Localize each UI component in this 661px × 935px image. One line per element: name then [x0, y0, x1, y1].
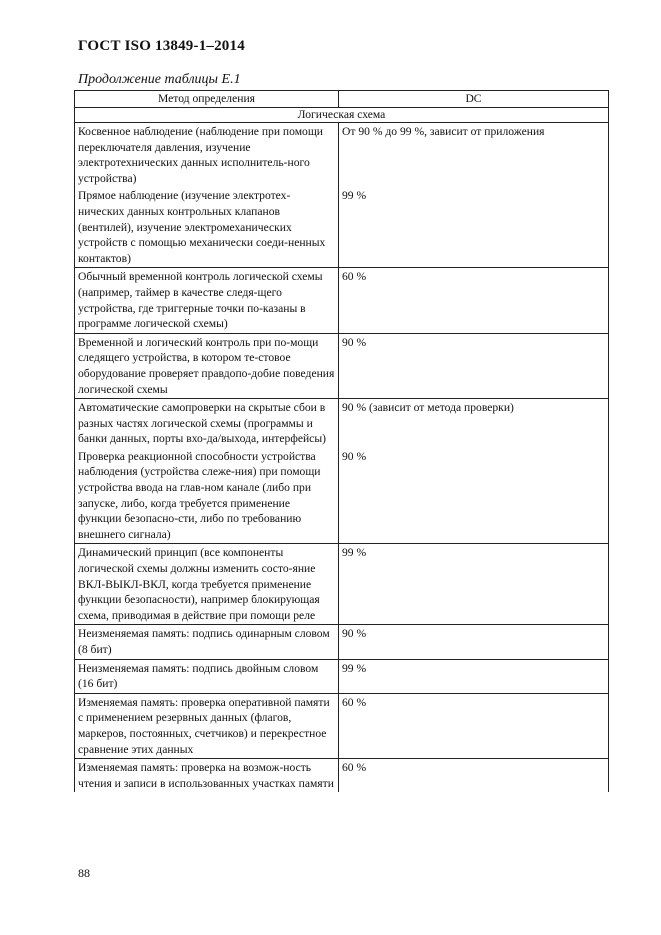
table-caption: Продолжение таблицы Е.1	[78, 72, 241, 87]
method-cell: Автоматические самопроверки на скрытые сбои в разных частях логической схемы (программы и банки данных, порты вхо-да/выхода, интерфейсы)	[75, 399, 339, 448]
dc-cell: 90 %	[339, 333, 609, 398]
document-header: ГОСТ ISO 13849-1–2014	[78, 38, 245, 54]
dc-cell: 60 %	[339, 268, 609, 333]
dc-cell: 90 % (зависит от метода проверки)	[339, 399, 609, 448]
dc-cell: От 90 % до 99 %, зависит от приложения	[339, 123, 609, 188]
dc-table	[74, 90, 609, 792]
method-cell: Проверка реакционной способности устройства наблюдения (устройства слеже-ния) при помощи устройства ввода на глав-ном канале (либо при запуске, либо, когда требуется применение функции безопасно-сти, либо по требованию внешнего сигнала)	[75, 448, 339, 544]
column-header-method: Метод определения	[75, 91, 339, 108]
table-row	[75, 333, 609, 398]
dc-cell: 99 %	[339, 187, 609, 267]
section-title: Логическая схема	[75, 108, 609, 123]
page-number: 88	[78, 866, 90, 880]
dc-cell: 99 %	[339, 544, 609, 625]
method-cell: Временной и логический контроль при по-мощи следящего устройства, в котором те-стовое оборудование проверяет правдопо-добие поведения логической схемы	[75, 333, 339, 398]
table-row	[75, 399, 609, 448]
method-cell: Обычный временной контроль логической схемы (например, таймер в качестве следя-щего устройства, где триггерные точки по-казаны в программе логической схемы)	[75, 268, 339, 333]
table-container	[74, 90, 608, 792]
method-cell: Динамический принцип (все компоненты логической схемы должны изменить состо-яние ВКЛ-ВЫКЛ-ВКЛ, когда требуется применение функции безопасности), например блокирующая схема, приводимая в действие при помощи реле	[75, 544, 339, 625]
method-cell: Неизменяемая память: подпись одинарным словом (8 бит)	[75, 625, 339, 659]
method-cell: Косвенное наблюдение (наблюдение при помощи переключателя давления, изучение электротехнических данных исполнитель-ного устройства)	[75, 123, 339, 188]
table-body	[75, 108, 609, 793]
table-row	[75, 123, 609, 188]
table-row	[75, 448, 609, 544]
table-row	[75, 544, 609, 625]
column-header-dc: DC	[339, 91, 609, 108]
table-row	[75, 659, 609, 693]
table-header-row	[75, 91, 609, 108]
table-row	[75, 693, 609, 758]
dc-cell: 90 %	[339, 448, 609, 544]
dc-cell: 60 %	[339, 693, 609, 758]
table-row	[75, 625, 609, 659]
dc-cell: 60 %	[339, 759, 609, 793]
dc-cell: 90 %	[339, 625, 609, 659]
method-cell: Прямое наблюдение (изучение электротех-нических данных контрольных клапанов (вентилей), изучение электромеханических устройств с помощью механически соеди-ненных контактов)	[75, 187, 339, 267]
table-row	[75, 268, 609, 333]
method-cell: Неизменяемая память: подпись двойным словом (16 бит)	[75, 659, 339, 693]
method-cell: Изменяемая память: проверка оперативной памяти с применением резервных данных (флагов, маркеров, постоянных, счетчиков) и перекрестное сравнение этих данных	[75, 693, 339, 758]
section-row	[75, 108, 609, 123]
method-cell: Изменяемая память: проверка на возмож-ность чтения и записи в использованных участках памяти	[75, 759, 339, 793]
table-row	[75, 759, 609, 793]
dc-cell: 99 %	[339, 659, 609, 693]
table-row	[75, 187, 609, 267]
